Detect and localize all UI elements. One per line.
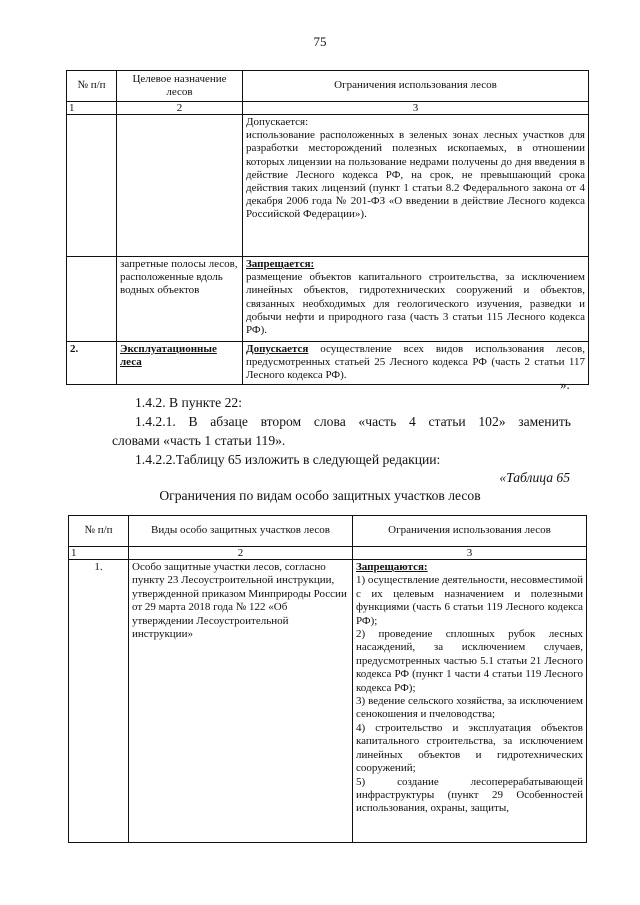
- row-restriction-cell: [243, 115, 589, 257]
- table-row: [69, 560, 587, 843]
- row-number-cell: 1.: [69, 560, 129, 843]
- row-purpose-cell: [117, 115, 243, 257]
- permission-text: использование расположенных в зеленых зонах лесных участков для разработки месторождений полезных ископаемых, в отношении которых лицензии на пользование недрами получены до дня введения в действие Лесного кодекса РФ, на срок, не превышающий срока действия таких лицензий (пункт 1 статьи 8.2 Федерального закона от 4 декабря 2006 года № 201-ФЗ «О введении в действие Лесного кодекса Российской Федерации»).: [246, 129, 585, 221]
- row-restriction-cell: [243, 342, 589, 385]
- header-restrictions: Ограничения использования лесов: [243, 71, 589, 102]
- list-item: 4) строительство и эксплуатация объектов капитального строительства, за исключением линейных объектов и гидротехнических сооружений;: [356, 721, 583, 775]
- row-purpose-cell: Эксплуатационные леса: [117, 342, 243, 385]
- list-item: 2) проведение сплошных рубок лесных насаждений, за исключением случаев, предусмотренных частью 5.1 статьи 21 Лесного кодекса РФ (пункт 1 части 4 статьи 119 Лесного кодекса РФ);: [356, 628, 583, 694]
- column-number-2: 2: [117, 102, 243, 115]
- table-number-row: [69, 547, 587, 560]
- page-number: 75: [313, 34, 327, 49]
- paragraph-1-4-2: 1.4.2. В пункте 22:: [135, 395, 242, 410]
- column-number-1: 1: [69, 547, 129, 560]
- prohibition-heading: Запрещается:: [246, 258, 315, 270]
- closing-quote: ».: [560, 377, 570, 392]
- permission-text: осуществление всех видов использования лесов, предусмотренных статьей 25 Лесного кодекса РФ (часть 2 статьи 117 Лесного кодекса РФ).: [246, 343, 585, 382]
- table-row: [67, 257, 589, 342]
- table-header-row: [69, 516, 587, 547]
- protected-areas-table: [68, 515, 587, 843]
- row-number-cell: [67, 257, 117, 342]
- row-area-type-cell: Особо защитные участки лесов, согласно пункту 23 Лесоустроительной инструкции, утвержденной приказом Минприроды России от 29 марта 2018 года № 122 «Об утверждении Лесоустроительной инструкции»: [129, 560, 353, 843]
- prohibition-text: размещение объектов капитального строительства, за исключением линейных объектов, гидротехнических сооружений и объектов, связанных необходимых для геологического изучения, разведки и добычи нефти и природного газа (часть 3 статьи 115 Лесного кодекса РФ).: [246, 271, 585, 337]
- column-number-3: 3: [353, 547, 587, 560]
- row-number-cell: [67, 115, 117, 257]
- table-caption-number: «Таблица 65: [499, 470, 570, 485]
- column-number-3: 3: [243, 102, 589, 115]
- header-area-type: Виды особо защитных участков лесов: [129, 516, 353, 547]
- header-number: № п/п: [67, 71, 117, 102]
- table-title: Ограничения по видам особо защитных участков лесов: [159, 488, 481, 503]
- paragraph-1-4-2-1-cont: словами «часть 1 статьи 119».: [112, 433, 286, 448]
- table-number-row: [67, 102, 589, 115]
- row-number-cell: 2.: [67, 342, 117, 385]
- permission-heading: Допускается: [246, 343, 309, 355]
- header-number: № п/п: [69, 516, 129, 547]
- header-restrictions: Ограничения использования лесов: [353, 516, 587, 547]
- column-number-2: 2: [129, 547, 353, 560]
- row-restriction-cell: [243, 257, 589, 342]
- paragraph-1-4-2-2: 1.4.2.2.Таблицу 65 изложить в следующей редакции:: [135, 452, 441, 467]
- row-purpose-cell: запретные полосы лесов, расположенные вдоль водных объектов: [117, 257, 243, 342]
- paragraph-1-4-2-1: 1.4.2.1. В абзаце втором слова «часть 4 статьи 102» заменить: [135, 414, 571, 429]
- list-item: 5) создание лесоперерабатывающей инфраструктуры (пункт 29 Особенностей использования, охраны, защиты,: [356, 775, 583, 815]
- permission-heading: Допускается:: [246, 116, 309, 128]
- header-purpose: Целевое назначение лесов: [117, 71, 243, 102]
- column-number-1: 1: [67, 102, 117, 115]
- table-header-row: [67, 71, 589, 102]
- table-row: [67, 115, 589, 257]
- prohibition-heading: Запрещаются:: [356, 561, 428, 573]
- list-item: 1) осуществление деятельности, несовместимой с их целевым назначением и полезными функциями (часть 6 статьи 119 Лесного кодекса РФ);: [356, 574, 584, 627]
- row-restriction-cell: [353, 560, 587, 843]
- list-item: 3) ведение сельского хозяйства, за исключением сенокошения и пчеловодства;: [356, 695, 583, 721]
- table-row: [67, 342, 589, 385]
- forest-restrictions-table: [66, 70, 589, 385]
